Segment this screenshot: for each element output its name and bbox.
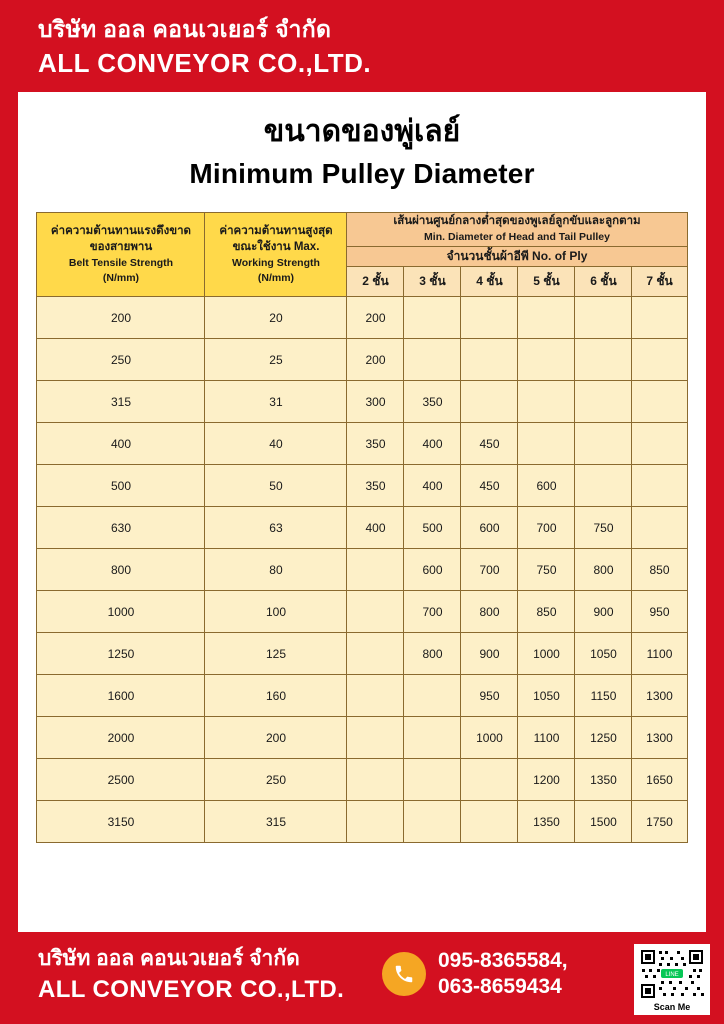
page-title-en: Minimum Pulley Diameter: [189, 158, 535, 189]
cell-ply-4: 700: [461, 549, 518, 591]
cell-ply-5: 700: [518, 507, 575, 549]
cell-ply-3: [404, 801, 461, 843]
document-header: [0, 0, 724, 92]
cell-working: 200: [205, 717, 347, 759]
cell-ply-6: [575, 381, 632, 423]
header-company-name-en: ALL CONVEYOR CO.,LTD.: [38, 48, 372, 79]
col-header-min-diameter-group: [347, 213, 687, 247]
qr-code-icon: [637, 947, 707, 1001]
cell-ply-7: 1650: [632, 759, 687, 801]
table-row: [37, 297, 687, 339]
col-header-no-of-ply: จำนวนชั้นผ้าอีพี No. of Ply: [347, 247, 687, 267]
cell-ply-2: 300: [347, 381, 404, 423]
belt-tensile-th-line2: ของสายพาน: [89, 241, 153, 254]
working-strength-th-line2: ขณะใช้งาน Max.: [232, 241, 320, 254]
belt-tensile-unit: (N/mm): [102, 272, 140, 285]
cell-working: 40: [205, 423, 347, 465]
col-header-ply-3: 3 ชั้น: [404, 267, 461, 297]
cell-working: 50: [205, 465, 347, 507]
col-header-ply-6: 6 ชั้น: [575, 267, 632, 297]
cell-tensile: 1250: [37, 633, 205, 675]
document-footer: [0, 932, 724, 1024]
cell-ply-2: 200: [347, 297, 404, 339]
col-header-ply-5: 5 ชั้น: [518, 267, 575, 297]
table-row: [37, 759, 687, 801]
cell-working: 100: [205, 591, 347, 633]
phone-numbers: [438, 948, 568, 1001]
cell-ply-4: 800: [461, 591, 518, 633]
phone-number-1: 095-8365584,: [438, 949, 568, 972]
cell-ply-7: 1100: [632, 633, 687, 675]
cell-ply-6: [575, 423, 632, 465]
cell-ply-3: 400: [404, 423, 461, 465]
cell-ply-5: [518, 423, 575, 465]
cell-ply-4: 600: [461, 507, 518, 549]
cell-tensile: 2500: [37, 759, 205, 801]
cell-ply-5: [518, 339, 575, 381]
cell-ply-6: 1500: [575, 801, 632, 843]
cell-ply-3: [404, 297, 461, 339]
working-strength-th-line1: ค่าความต้านทานสูงสุด: [219, 224, 333, 237]
content-panel: [18, 92, 706, 932]
cell-tensile: 1000: [37, 591, 205, 633]
table-body: [37, 297, 687, 843]
title-block: [18, 92, 706, 190]
working-strength-en-line: Working Strength: [232, 256, 320, 269]
cell-ply-2: [347, 591, 404, 633]
table-row: [37, 423, 687, 465]
header-company-name-th: บริษัท ออล คอนเวเยอร์ จำกัด: [38, 16, 332, 42]
table-row: [37, 717, 687, 759]
cell-tensile: 3150: [37, 801, 205, 843]
cell-ply-3: [404, 759, 461, 801]
cell-ply-4: [461, 801, 518, 843]
cell-ply-3: 500: [404, 507, 461, 549]
cell-tensile: 315: [37, 381, 205, 423]
col-header-ply-7: 7 ชั้น: [632, 267, 687, 297]
cell-ply-7: 1300: [632, 717, 687, 759]
cell-ply-2: 400: [347, 507, 404, 549]
cell-ply-5: 1100: [518, 717, 575, 759]
table-row: [37, 507, 687, 549]
cell-ply-5: [518, 297, 575, 339]
cell-ply-5: 750: [518, 549, 575, 591]
table-row: [37, 381, 687, 423]
belt-tensile-th-line1: ค่าความต้านทานแรงดึงขาด: [50, 224, 192, 237]
cell-working: 25: [205, 339, 347, 381]
cell-ply-2: [347, 759, 404, 801]
cell-ply-5: 1000: [518, 633, 575, 675]
table-row: [37, 801, 687, 843]
cell-working: 63: [205, 507, 347, 549]
contact-phone-block[interactable]: [382, 948, 568, 1001]
table-row: [37, 591, 687, 633]
footer-company-name-en: ALL CONVEYOR CO.,LTD.: [38, 976, 345, 1004]
cell-ply-4: 450: [461, 465, 518, 507]
cell-ply-2: [347, 717, 404, 759]
qr-line-label: LINE: [665, 972, 679, 978]
cell-ply-4: 1000: [461, 717, 518, 759]
table-row: [37, 549, 687, 591]
min-diameter-th: เส้นผ่านศูนย์กลางต่ำสุดของพูเลย์ลูกขับและลูกตาม: [393, 215, 641, 227]
cell-ply-5: 1200: [518, 759, 575, 801]
cell-ply-7: 850: [632, 549, 687, 591]
qr-caption: Scan Me: [653, 1002, 691, 1012]
table-row: [37, 339, 687, 381]
cell-ply-4: [461, 381, 518, 423]
cell-ply-6: 1050: [575, 633, 632, 675]
cell-ply-5: 1050: [518, 675, 575, 717]
footer-company-block: [38, 946, 344, 1004]
footer-company-name-th: บริษัท ออล คอนเวเยอร์ จำกัด: [38, 947, 300, 970]
cell-ply-6: [575, 465, 632, 507]
cell-ply-3: 600: [404, 549, 461, 591]
cell-ply-7: 1750: [632, 801, 687, 843]
cell-ply-4: [461, 339, 518, 381]
cell-ply-2: 350: [347, 423, 404, 465]
table-row: [37, 465, 687, 507]
qr-code-block[interactable]: [634, 944, 710, 1015]
cell-working: 160: [205, 675, 347, 717]
cell-ply-4: 950: [461, 675, 518, 717]
cell-ply-6: [575, 339, 632, 381]
cell-ply-3: [404, 339, 461, 381]
belt-tensile-en-line: Belt Tensile Strength: [68, 256, 174, 269]
cell-ply-7: 950: [632, 591, 687, 633]
cell-ply-2: 350: [347, 465, 404, 507]
cell-ply-6: 1150: [575, 675, 632, 717]
cell-ply-7: [632, 507, 687, 549]
cell-tensile: 500: [37, 465, 205, 507]
cell-ply-4: 900: [461, 633, 518, 675]
cell-ply-4: 450: [461, 423, 518, 465]
cell-ply-7: [632, 465, 687, 507]
cell-ply-3: 400: [404, 465, 461, 507]
cell-tensile: 250: [37, 339, 205, 381]
cell-tensile: 2000: [37, 717, 205, 759]
cell-ply-5: 600: [518, 465, 575, 507]
phone-icon: [382, 952, 426, 996]
cell-ply-7: [632, 381, 687, 423]
pulley-diameter-table: [36, 212, 687, 843]
page-title-th: ขนาดของพู่เลย์: [263, 115, 461, 148]
cell-ply-2: [347, 801, 404, 843]
cell-ply-3: 800: [404, 633, 461, 675]
cell-ply-7: [632, 423, 687, 465]
cell-working: 125: [205, 633, 347, 675]
working-strength-unit: (N/mm): [257, 272, 295, 285]
cell-ply-6: 1350: [575, 759, 632, 801]
min-diameter-en: Min. Diameter of Head and Tail Pulley: [424, 231, 610, 244]
col-header-ply-2: 2 ชั้น: [347, 267, 404, 297]
cell-ply-3: 700: [404, 591, 461, 633]
col-header-ply-4: 4 ชั้น: [461, 267, 518, 297]
cell-ply-2: [347, 549, 404, 591]
table-row: [37, 633, 687, 675]
table-header-row-1: [37, 213, 687, 247]
cell-ply-4: [461, 759, 518, 801]
cell-ply-6: 900: [575, 591, 632, 633]
cell-working: 20: [205, 297, 347, 339]
cell-tensile: 400: [37, 423, 205, 465]
cell-tensile: 1600: [37, 675, 205, 717]
cell-tensile: 800: [37, 549, 205, 591]
col-header-belt-tensile-strength: [37, 213, 205, 297]
cell-ply-3: 350: [404, 381, 461, 423]
cell-working: 80: [205, 549, 347, 591]
cell-tensile: 200: [37, 297, 205, 339]
cell-ply-5: [518, 381, 575, 423]
cell-ply-5: 1350: [518, 801, 575, 843]
cell-ply-6: [575, 297, 632, 339]
cell-working: 315: [205, 801, 347, 843]
cell-ply-6: 1250: [575, 717, 632, 759]
cell-ply-7: [632, 339, 687, 381]
cell-ply-7: [632, 297, 687, 339]
table-row: [37, 675, 687, 717]
cell-ply-6: 750: [575, 507, 632, 549]
cell-ply-5: 850: [518, 591, 575, 633]
cell-ply-7: 1300: [632, 675, 687, 717]
cell-working: 31: [205, 381, 347, 423]
cell-ply-4: [461, 297, 518, 339]
cell-ply-6: 800: [575, 549, 632, 591]
col-header-max-working-strength: [205, 213, 347, 297]
cell-working: 250: [205, 759, 347, 801]
cell-ply-2: 200: [347, 339, 404, 381]
cell-tensile: 630: [37, 507, 205, 549]
cell-ply-2: [347, 675, 404, 717]
phone-number-2: 063-8659434: [438, 975, 562, 999]
cell-ply-2: [347, 633, 404, 675]
cell-ply-3: [404, 717, 461, 759]
cell-ply-3: [404, 675, 461, 717]
